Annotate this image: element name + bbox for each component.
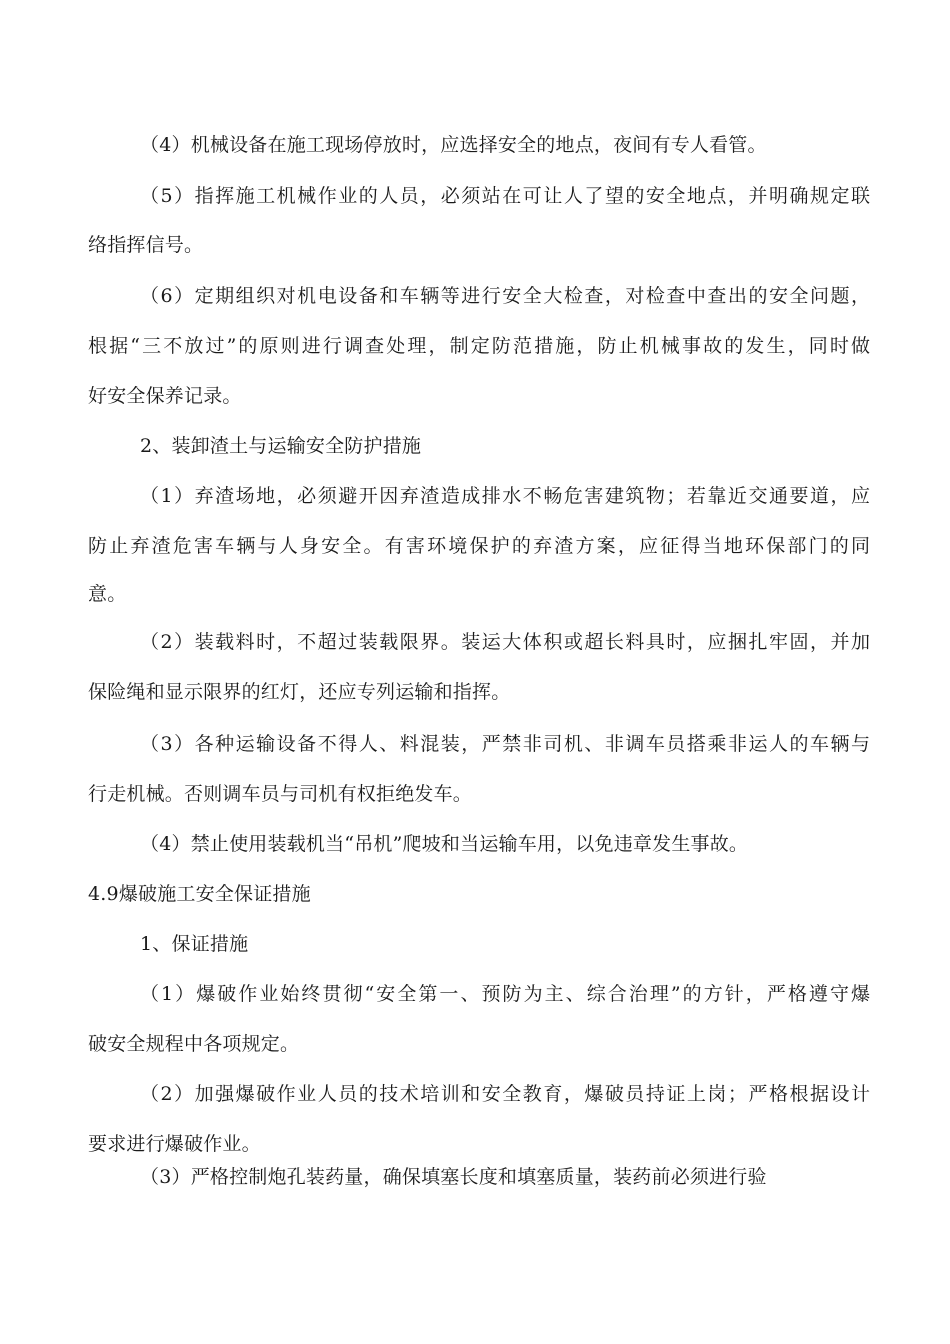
paragraph-line: （3）严格控制炮孔装药量，确保填塞长度和填塞质量，装药前必须进行验 [140,1166,767,1188]
paragraph-line: （5）指挥施工机械作业的人员，必须站在可让人了望的安全地点，并明确规定联 [140,185,870,207]
paragraph-line: （2）装载料时，不超过装载限界。装运大体积或超长料具时，应捆扎牢固，并加 [140,631,870,653]
paragraph-line: （3）各种运输设备不得人、料混装，严禁非司机、非调车员搭乘非运人的车辆与 [140,733,870,755]
paragraph-line: 络指挥信号。 [88,234,204,256]
section-heading: 1、保证措施 [140,933,249,955]
paragraph-line: 要求进行爆破作业。 [88,1133,261,1155]
paragraph-line: 防止弃渣危害车辆与人身安全。有害环境保护的弃渣方案，应征得当地环保部门的同 [88,535,870,557]
paragraph-line: 行走机械。否则调车员与司机有权拒绝发车。 [88,783,473,805]
paragraph-line: （1）爆破作业始终贯彻“安全第一、预防为主、综合治理”的方针，严格遵守爆 [140,983,870,1005]
paragraph-line: 好安全保养记录。 [88,385,242,407]
paragraph-line: （4）机械设备在施工现场停放时，应选择安全的地点，夜间有专人看管。 [140,134,767,156]
paragraph-line: （4）禁止使用装载机当“吊机”爬坡和当运输车用，以免违章发生事故。 [140,833,749,855]
paragraph-line: （2）加强爆破作业人员的技术培训和安全教育，爆破员持证上岗；严格根据设计 [140,1083,870,1105]
paragraph-line: 意。 [88,583,127,605]
paragraph-line: 保险绳和显示限界的红灯，还应专列运输和指挥。 [88,681,511,703]
paragraph-line: 根据“三不放过”的原则进行调查处理，制定防范措施，防止机械事故的发生，同时做 [88,335,870,357]
paragraph-line: （6）定期组织对机电设备和车辆等进行安全大检查，对检查中查出的安全问题， [140,285,870,307]
section-heading: 4.9爆破施工安全保证措施 [88,883,311,905]
paragraph-line: 破安全规程中各项规定。 [88,1033,300,1055]
section-heading: 2、装卸渣土与运输安全防护措施 [140,435,422,457]
paragraph-line: （1）弃渣场地，必须避开因弃渣造成排水不畅危害建筑物；若靠近交通要道，应 [140,485,870,507]
